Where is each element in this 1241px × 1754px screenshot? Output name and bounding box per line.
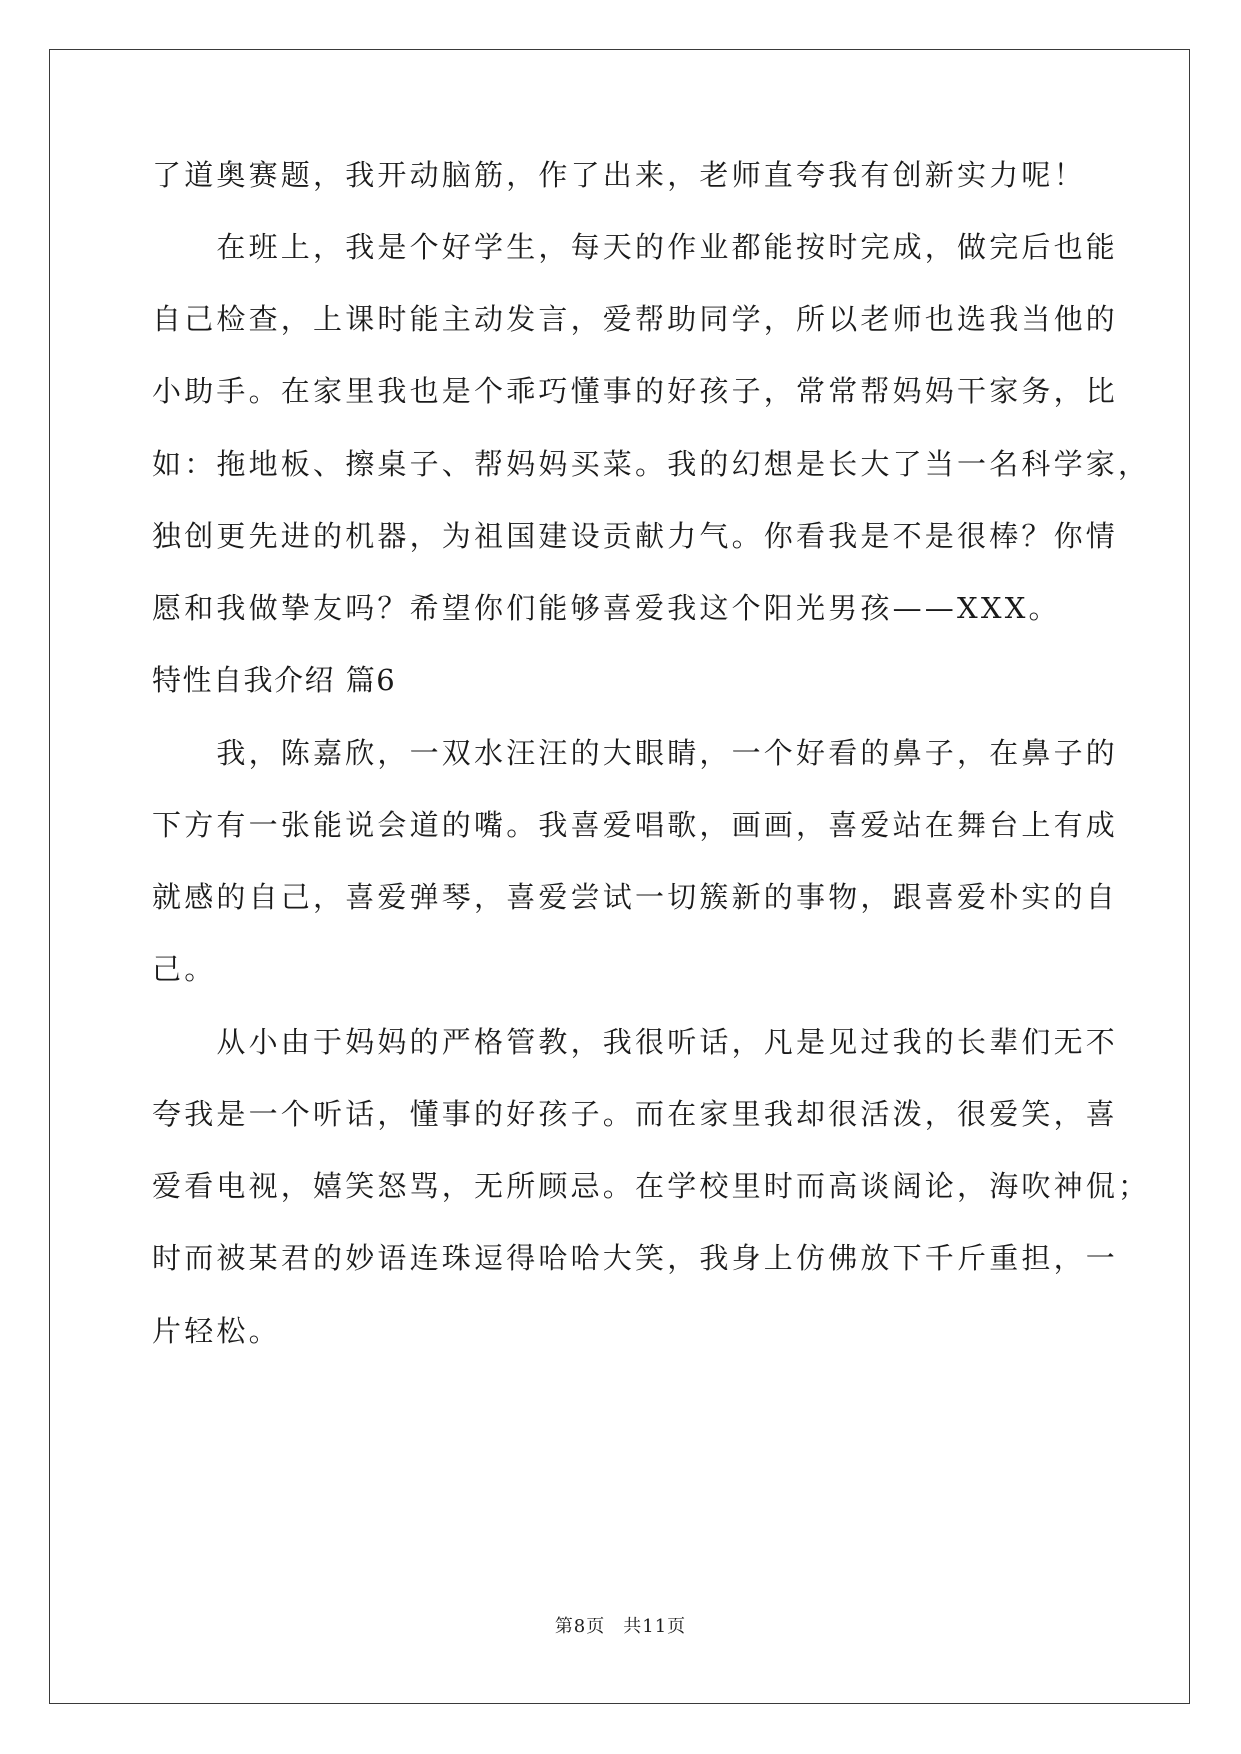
paragraph-line: 时而被某君的妙语连珠逗得哈哈大笑，我身上仿佛放下千斤重担，一 [152,1241,1119,1275]
paragraph-line: 如：拖地板、擦桌子、帮妈妈买菜。我的幻想是长大了当一名科学家， [152,447,1151,481]
page-footer [0,1612,1241,1638]
paragraph-line: 从小由于妈妈的严格管教，我很听话，凡是见过我的长辈们无不 [152,1025,1119,1059]
total-pages: 共11页 [623,1616,687,1637]
paragraph-line: 愿和我做挚友吗？希望你们能够喜爱我这个阳光男孩——XXX。 [152,591,1061,625]
paragraph-line: 自己检查，上课时能主动发言，爱帮助同学，所以老师也选我当他的 [152,302,1119,336]
paragraph-line: 独创更先进的机器，为祖国建设贡献力气。你看我是不是很棒？你情 [152,519,1119,553]
paragraph-line: 在班上，我是个好学生，每天的作业都能按时完成，做完后也能 [152,230,1119,264]
paragraph-line: 我，陈嘉欣，一双水汪汪的大眼睛，一个好看的鼻子，在鼻子的 [152,736,1119,770]
paragraph-line: 己。 [152,952,217,986]
section-heading: 特性自我介绍 篇6 [152,663,397,697]
paragraph-line: 下方有一张能说会道的嘴。我喜爱唱歌，画画，喜爱站在舞台上有成 [152,808,1119,842]
page-number: 第8页 [554,1616,606,1637]
paragraph-line: 小助手。在家里我也是个乖巧懂事的好孩子，常常帮妈妈干家务，比 [152,374,1119,408]
paragraph-line: 夸我是一个听话，懂事的好孩子。而在家里我却很活泼，很爱笑，喜 [152,1097,1119,1131]
paragraph-line: 片轻松。 [152,1314,281,1348]
paragraph-line: 爱看电视，嬉笑怒骂，无所顾忌。在学校里时而高谈阔论，海吹神侃； [152,1169,1151,1203]
paragraph-line: 了道奥赛题，我开动脑筋，作了出来，老师直夸我有创新实力呢！ [152,158,1086,192]
paragraph-line: 就感的自己，喜爱弹琴，喜爱尝试一切簇新的事物，跟喜爱朴实的自 [152,880,1119,914]
